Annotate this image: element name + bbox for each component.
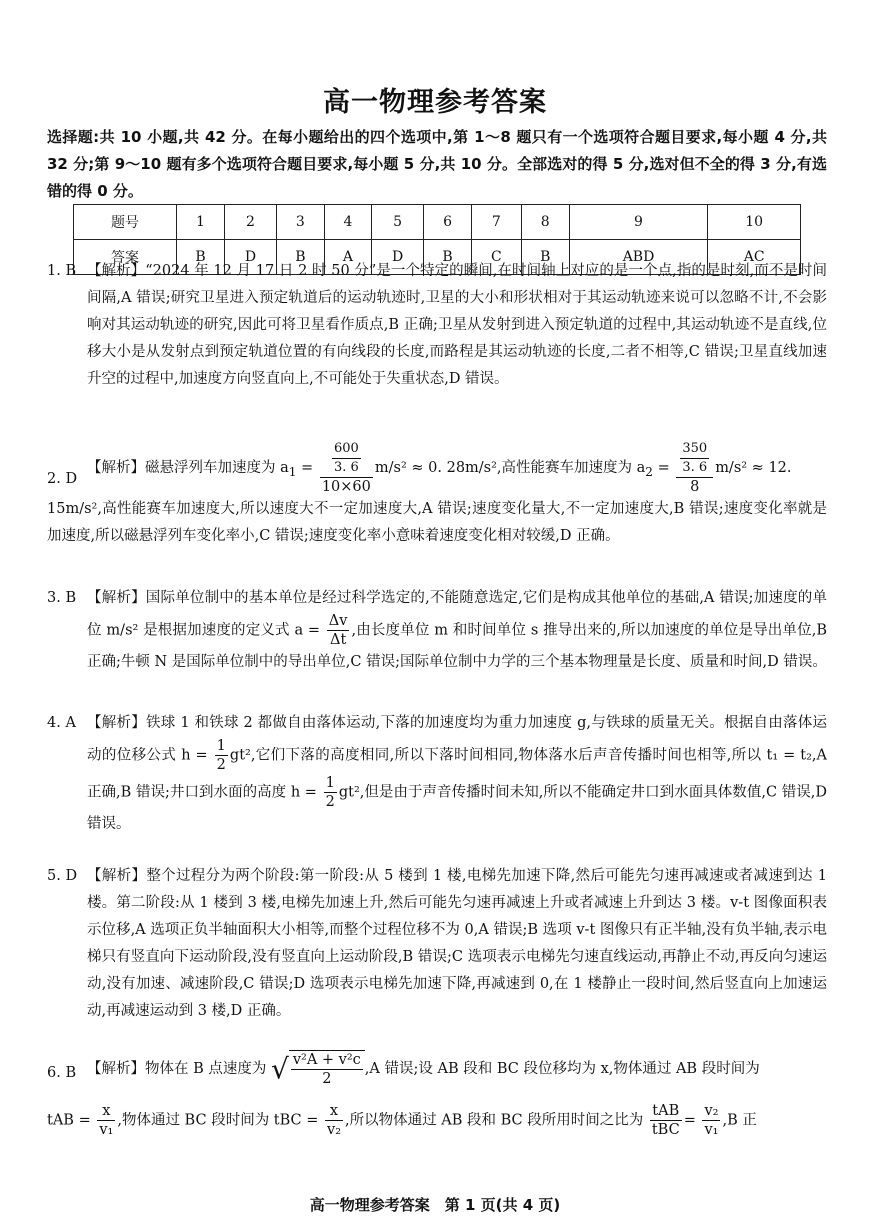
table-cell: B: [424, 240, 472, 275]
fraction-denominator: 10×60: [321, 479, 371, 495]
explanation-text: gt²,它们下落的高度相同,所以下落时间相同,物体落水后声音传播时间也相等,所以 t₁ = t₂,A 正确,B 错误;井口到水面的高度 h =: [87, 747, 827, 801]
table-cell: B: [276, 240, 324, 275]
question-6: [47, 1050, 827, 1139]
explanation-text: 15m/s²,高性能赛车加速度大,所以速度大不一定加速度大,A 错误;速度变化量大,不一定加速度大,B 错误;速度变化率就是加速度,所以磁悬浮列车变化率小,C 错误;速度变化率小意味着速度变化相对较缓,D 正确。: [47, 501, 827, 544]
intro-paragraph: 选择题:共 10 小题,共 42 分。在每小题给出的四个选项中,第 1～8 题只有一个选项符合题目要求,每小题 4 分,共 32 分;第 9～10 题有多个选项符合题目要求,每小题 5 分,共 10 分。全部选对的得 5 分,选对但不全的得 3 分,有选错的得 0 分。: [47, 128, 827, 200]
explanation-text: 【解析】物体在 B 点速度为: [87, 1061, 267, 1077]
fraction-numerator: v₂: [704, 1103, 719, 1119]
question-number: 2. D: [47, 471, 78, 487]
explanation-text: 【解析】磁悬浮列车加速度为 a: [87, 460, 289, 476]
fraction-denominator: tBC: [651, 1122, 680, 1138]
fraction-denominator: 2: [325, 794, 335, 810]
question-1: [47, 258, 827, 393]
question-number: 3. B: [47, 590, 77, 606]
question-5: [47, 863, 827, 1025]
explanation-text: ,A 错误;设 AB 段和 BC 段位移均为 x,物体通过 AB 段时间为: [364, 1061, 760, 1077]
fraction-time-ratio: [650, 1102, 682, 1139]
table-cell: 4: [324, 205, 371, 240]
explanation-text: tAB =: [47, 1112, 91, 1129]
table-header-answer: 答案: [74, 240, 177, 275]
fraction-numerator: 1: [325, 775, 335, 791]
table-cell: D: [224, 240, 276, 275]
fraction-tbc: [325, 1102, 343, 1139]
fraction-denominator: v₁: [99, 1122, 114, 1138]
table-cell: ABD: [569, 240, 708, 275]
fraction-numerator: x: [325, 1102, 343, 1121]
explanation-text: ,由长度单位 m 和时间单位 s 推导出来的,所以加速度的单位是导出单位,B 正确;牛顿 N 是国际单位制中的导出单位,C 错误;国际单位制中力学的三个基本物理量是长度、质量和时间,D 错误。: [87, 622, 828, 670]
table-cell: A: [324, 240, 371, 275]
fraction-numerator: 350: [680, 440, 709, 459]
page-title: 高一物理参考答案: [323, 87, 547, 118]
explanation-text: m/s² ≈ 0. 28m/s²,高性能赛车加速度为 a: [374, 460, 646, 476]
explanation-text: 【解析】整个过程分为两个阶段:第一阶段:从 5 楼到 1 楼,电梯先加速下降,然后可能先匀速再减速或者减速到达 1 楼。第二阶段:从 1 楼到 3 楼,电梯先加速上升,然后可能先匀速再减速上升或者减速上升到达 3 楼。v-t 图像面积表示位移,A 选项正负半轴面积大小相等,而整个过程位移不为 0,A 错误;B 选项 v-t 图像只有正半轴,没有负半轴,表示电梯只有竖直向下运动阶段,没有竖直向上运动阶段,B 错误;C 选项表示电梯先匀速直线运动,再静止不动,再反向匀速运动,没有加速、减速阶段,C 错误;D 选项表示电梯先加速下降,再减速到 0,在 1 楼静止一段时间,然后竖直向上加速运动,再减速运动到 3 楼,D 正确。: [87, 868, 827, 1019]
table-cell: 9: [569, 205, 708, 240]
square-root-expression: √ $\frac{\text{v²A + v²c}}{2}$: [271, 1050, 365, 1088]
table-cell: 2: [224, 205, 276, 240]
fraction-velocity-ratio: [702, 1102, 720, 1139]
fraction-acceleration-definition: [327, 612, 350, 649]
explanation-text: ,物体通过 BC 段时间为 tBC =: [117, 1112, 319, 1129]
fraction-numerator: tAB: [650, 1102, 682, 1121]
table-cell: B: [177, 240, 225, 275]
question-number: 5. D: [47, 868, 78, 884]
table-cell: C: [472, 240, 522, 275]
fraction-denominator: 3. 6: [333, 460, 359, 475]
explanation-text: 【解析】“2024 年 12 月 17 日 2 时 50 分”是一个特定的瞬间,在时间轴上对应的是一个点,指的是时刻,而不是时间间隔,A 错误;研究卫星进入预定轨道后的运动轨迹时,卫星的大小和形状相对于其运动轨迹来说可以忽略不计,不会影响对其运动轨迹的研究,因此可将卫星看作质点,B 正确;卫星从发射到进入预定轨道的过程中,其运动轨迹不是直线,位移大小是从发射点到预定轨道位置的有向线段的长度,而路程是其运动轨迹的长度,二者不相等,C 错误;卫星直线加速升空的过程中,加速度方向竖直向上,不可能处于失重状态,D 错误。: [87, 263, 827, 387]
table-cell: 3: [276, 205, 324, 240]
fraction-denominator: v₁: [704, 1122, 719, 1138]
explanation-text: 【解析】国际单位制中的基本单位是经过科学选定的,不能随意选定,它们是构成其他单位的基础,A 错误;加速度的单位 m/s² 是根据加速度的定义式 a =: [87, 590, 827, 639]
question-4: [47, 710, 827, 838]
table-cell: AC: [708, 240, 801, 275]
question-number: 4. A: [47, 715, 76, 731]
question-2: 2. D 【解析】磁悬浮列车加速度为 $a_1$ = $\frac{\frac{600}{3. 6}}{10\times 60}$ m/s² ≈ 0. 28m/s²,高性能赛车加速度为 $a_2$ = $\frac{\frac{350}{3. 6}}{8}$ m/s² ≈ 12. 15m/s²,高性能赛车加速度大,所以速度大不一定加速度大,A 错误;速度变化量大,不一定加速度大,B 错误;速度变化率就是加速度,所以磁悬浮列车变化率小,C 错误;速度变化率小意味着速度变化相对较缓,D 正确。: [47, 440, 827, 550]
page-footer: 高一物理参考答案 第 1 页(共 4 页): [309, 1196, 561, 1214]
table-cell: 7: [472, 205, 522, 240]
explanation-text: =: [683, 1112, 696, 1129]
fraction-half: [324, 774, 337, 811]
fraction-denominator: 8: [690, 479, 700, 495]
fraction-numerator: x: [97, 1102, 115, 1121]
fraction-numerator: 600: [332, 440, 361, 459]
table-cell: 10: [708, 205, 801, 240]
table-cell: 5: [372, 205, 424, 240]
question-number: 1. B: [47, 263, 77, 279]
fraction-numerator: 1: [216, 738, 226, 754]
explanation-text: ,B 正: [722, 1112, 757, 1129]
explanation-text: ,所以物体通过 AB 段和 BC 段所用时间之比为: [345, 1112, 644, 1129]
fraction-half: [215, 737, 228, 774]
fraction-denominator: 2: [216, 757, 226, 773]
explanation-text: gt²,但是由于声音传播时间未知,所以不能确定井口到水面具体数值,C 错误,D 错误。: [87, 784, 828, 832]
question-3: [47, 585, 827, 676]
fraction-denominator: 2: [322, 1071, 332, 1087]
table-cell: D: [372, 240, 424, 275]
fraction-numerator: Δv: [328, 613, 348, 629]
fraction-denominator: Δt: [329, 632, 347, 648]
table-cell: 6: [424, 205, 472, 240]
question-number: 6. B: [47, 1065, 77, 1081]
explanation-text: 【解析】铁球 1 和铁球 2 都做自由落体运动,下落的加速度均为重力加速度 g,与铁球的质量无关。根据自由落体运动的位移公式 h =: [87, 715, 827, 764]
fraction-a1: [320, 440, 373, 496]
fraction-a2: [676, 440, 713, 496]
explanation-text: m/s² ≈ 12.: [715, 460, 792, 476]
table-cell: 8: [521, 205, 569, 240]
table-header-number: 题号: [74, 205, 177, 240]
fraction-numerator: v²A + v²c: [292, 1052, 361, 1068]
fraction-denominator: v₂: [327, 1122, 342, 1138]
table-cell: 1: [177, 205, 225, 240]
table-cell: B: [521, 240, 569, 275]
fraction-tab: [97, 1102, 115, 1139]
table-row-numbers: [74, 205, 801, 240]
fraction-denominator: 3. 6: [682, 460, 708, 475]
